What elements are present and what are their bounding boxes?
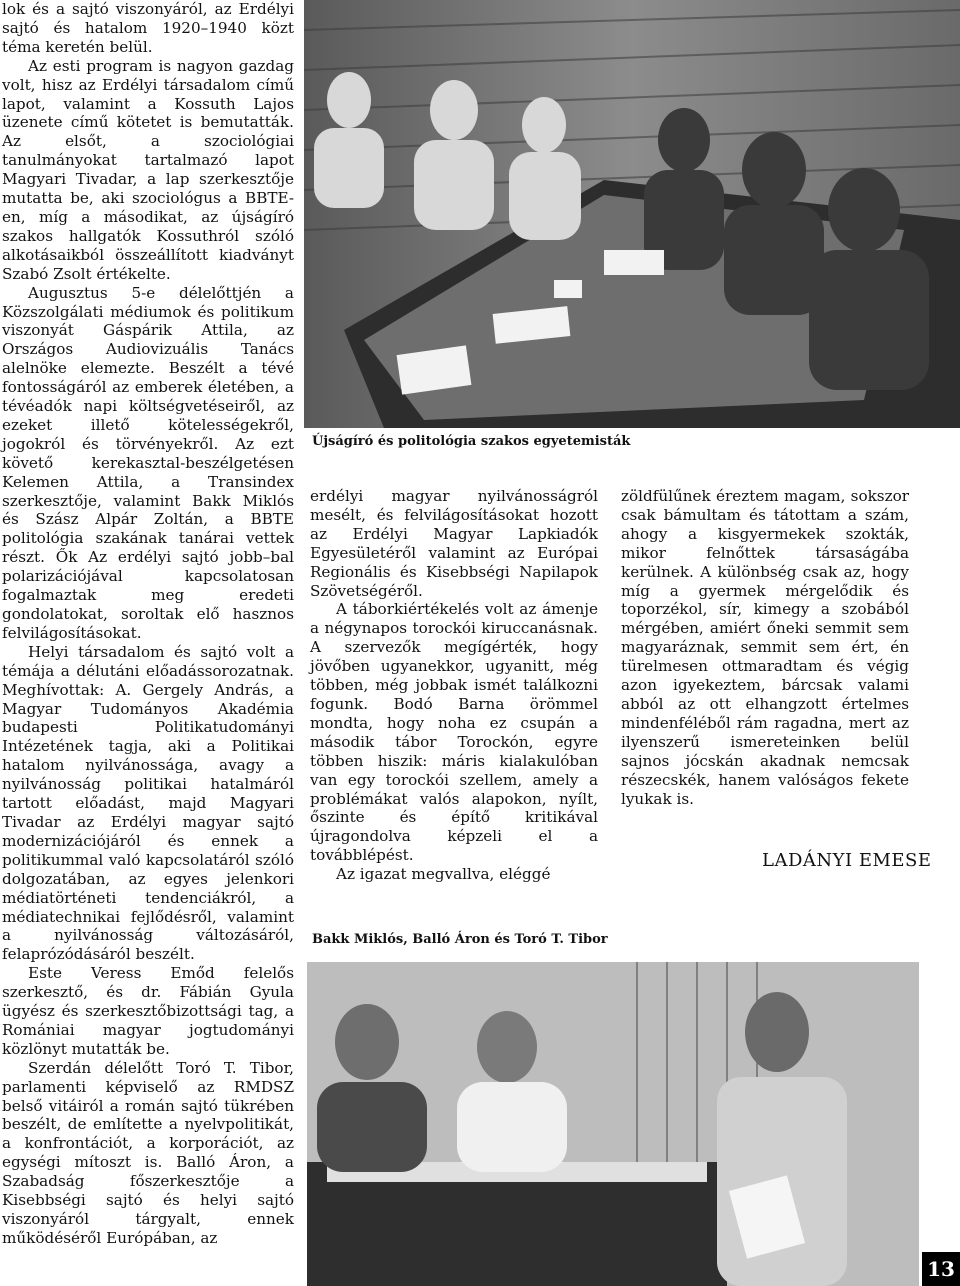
- paragraph: A táborkiértékelés volt az ámenje a négynapos torockói kiruccanásnak. A szervezők megígérték, hogy jövőben ugyanekkor, ugyanitt, még többen, még jobbak ismét találkozni fogunk. Bodó Barna örömmel mondta, hogy noha ez csupán a második tábor Torockón, egyre többen hiszik: máris kialakulóban van egy torockói szellem, amely a problémákat valós alapokon, nyílt, őszinte és építő kritikával újragondolva képzeli el a továbblépést.: [310, 600, 598, 865]
- article-column-left: [2, 0, 294, 1248]
- paragraph: Este Veress Emőd felelős szerkesztő, és dr. Fábián Gyula ügyész és szerkesztőbizottsági tag, a Romániai magyar jogtudományi közlönyt mutatták be.: [2, 964, 294, 1058]
- paragraph: Szerdán délelőtt Toró T. Tibor, parlamenti képviselő az RMDSZ belső vitáiról a román sajtó tükrében beszélt, de említette a nyelvpolitikát, a konfrontációt, a korporációt, az egységi mítoszt is. Balló Áron, a Szabadság főszerkesztője a Kisebbségi sajtó és helyi sajtó viszonyáról tárgyalt, ennek működéséről Európában, az: [2, 1058, 294, 1247]
- paragraph: Helyi társadalom és sajtó volt a témája a délutáni előadássorozatnak. Meghívottak: A. Gergely András, a Magyar Tudományos Akadémia budapesti Politikatudományi Intézetének tagja, aki a Politikai hatalom nyilvánossága, avagy a nyilvánosság politikai hatalmáról tartott előadást, majd Magyari Tivadar az Erdélyi magyar sajtó modernizációjáról és ennek a politikummal való kapcsolatáról szóló dolgozatában, az egyes jelenkori médiatörténeti tendenciákról, a médiatechnikai fejlődésről, valamint a nyilvánosság változásáról, felaprózódásáról beszélt.: [2, 642, 294, 964]
- paragraph: erdélyi magyar nyilvánosságról mesélt, és felvilágosításokat hozott az Erdélyi Magyar Lapkiadók Egyesületéről valamint az Európai Regionális és Kisebbségi Napilapok Szövetségéről.: [310, 487, 598, 600]
- paragraph: Az esti program is nagyon gazdag volt, hisz az Erdélyi társadalom című lapot, valamint a Kossuth Lajos üzenete című kötetet is bemutatták. Az elsőt, a szociológiai tanulmányokat tartalmazó lapot Magyari Tivadar, a lap szerkesztője mutatta be, aki szociológus a BBTE-en, míg a másodikat, az újságíró szakos hallgatók Kossuthról szóló alkotásaikból összeállított kiadványt Szabó Zsolt értékelte.: [2, 56, 294, 283]
- photo-caption: Bakk Miklós, Balló Áron és Toró T. Tibor: [312, 932, 608, 947]
- article-column-right: [621, 487, 909, 808]
- photo-panel-speakers: [307, 962, 919, 1286]
- article-column-middle: [310, 487, 598, 884]
- paragraph: Az igazat megvallva, eléggé: [336, 865, 551, 884]
- photo-caption: Újságíró és politológia szakos egyetemisták: [312, 434, 631, 449]
- paragraph: lok és a sajtó viszonyáról, az Erdélyi sajtó és hatalom 1920–1940 közt téma keretén belül.: [2, 0, 294, 56]
- author-signature: LADÁNYI EMESE: [762, 850, 932, 871]
- paragraph: zöldfülűnek éreztem magam, sokszor csak bámultam és tátottam a szám, ahogy a kisgyermekek szokták, mikor felnőttek társaságába kerülnek. A különbség csak az, hogy míg a gyermek mérgelődik és toporzékol, sír, kimegy a szobából mérgében, amiért őneki semmit sem magyaráznak, semmit sem ért, én türelmesen ottmaradtam és végig azon igyekeztem, bárcsak valami abból az ott elhangzott értelmes mindenféléből rám ragadna, mert az ilyenszerű ismereteinken belül sajnos jócskán akadnak nemcsak részecskék, hanem valóságos fekete lyukak is.: [621, 487, 909, 808]
- paragraph: Augusztus 5-e délelőttjén a Közszolgálati médiumok és politikum viszonyát Gáspárik Attila, az Országos Audiovizuális Tanács alelnöke elemezte. Beszélt a tévé fontosságáról az emberek életében, a tévéadók napi költségvetéseiről, az ezeket illető kötelességekről, jogokról és törvényekről. Az ezt követő kerekasztal-beszélgetésen Kelemen Attila, a Transindex szerkesztője, valamint Bakk Miklós és Szász Alpár Zoltán, a BBTE politológia szakának tanárai vettek részt. Ők Az erdélyi sajtó jobb–bal polarizációjával kapcsolatosan fogalmaztak meg eredeti gondolatokat, soroltak elő hasznos felvilágosításokat.: [2, 283, 294, 642]
- photo-students-at-table: [304, 0, 960, 428]
- page-number: 13: [922, 1252, 960, 1286]
